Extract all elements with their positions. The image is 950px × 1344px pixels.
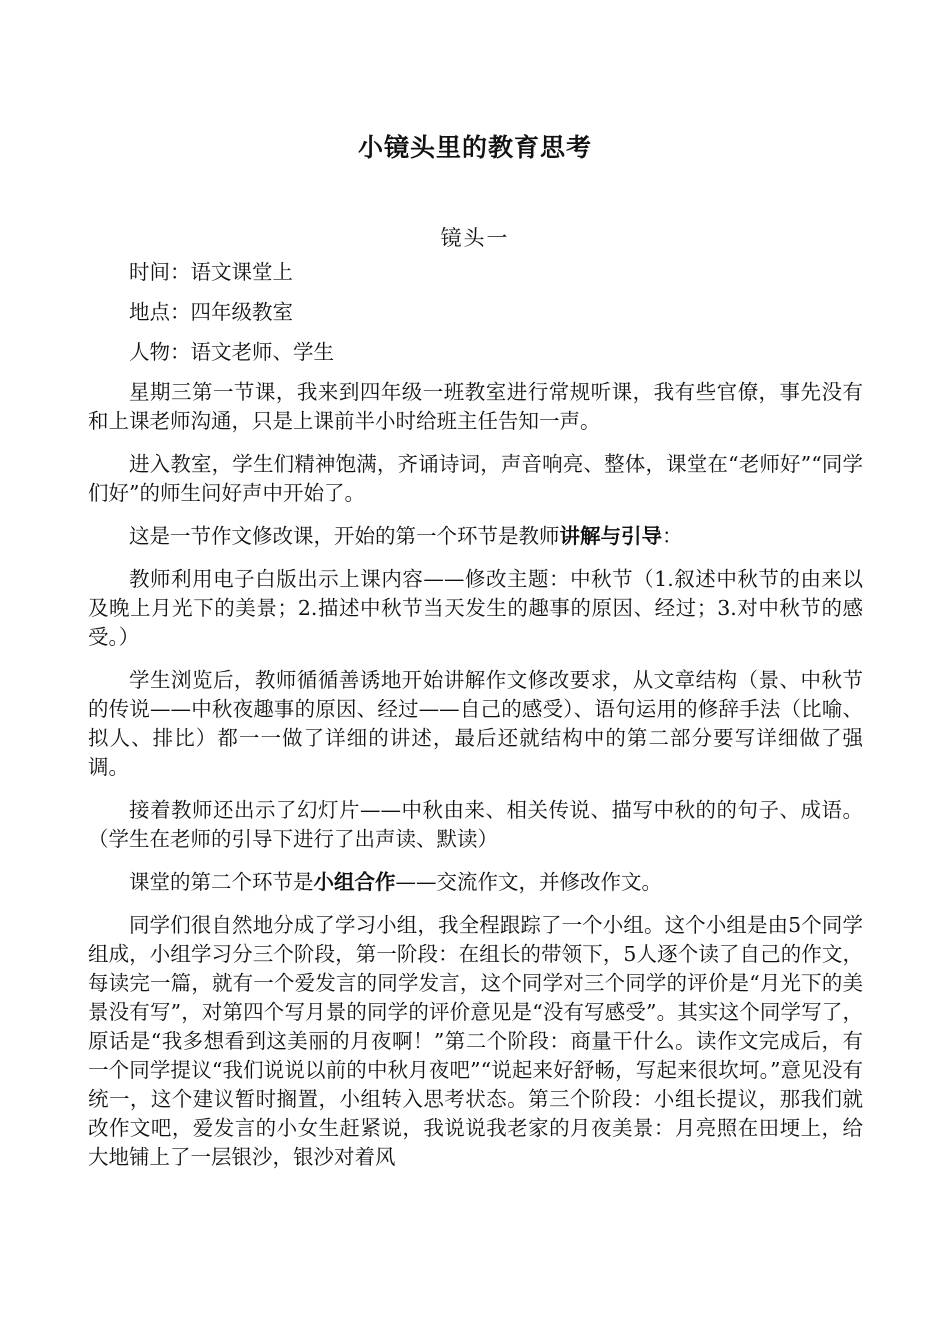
paragraph: 教师利用电子白版出示上课内容——修改主题：中秋节（1.叙述中秋节的由来以及晚上月光下的美景；2.描述中秋节当天发生的趣事的原因、经过；3.对中秋节的感受。） — [88, 567, 863, 649]
bold-phrase: 小组合作 — [313, 870, 396, 894]
paragraph-text: ——交流作文，并修改作文。 — [395, 870, 662, 894]
paragraph-text: 这是一节作文修改课，开始的第一个环节是教师 — [129, 524, 560, 548]
paragraph: 同学们很自然地分成了学习小组，我全程跟踪了一个小组。这个小组是由5个同学组成，小组学习分三个阶段，第一阶段：在组长的带领下，5人逐个读了自己的作文，每读完一篇，就有一个爱发言的同学发言，这个同学对三个同学的评价是“月光下的美景没有写”，对第四个写月景的同学的评价意见是“没有写感受”。其实这个同学写了，原话是“我多想看到这美丽的月夜啊！”第二个阶段：商量干什么。读作文完成后，有一个同学提议“我们说说以前的中秋月夜吧”“说起来好舒畅，写起来很坎坷。”意见没有统一，这个建议暂时搁置，小组转入思考状态。第三个阶段：小组长提议，那我们就改作文吧，爱发言的小女生赶紧说，我说说我老家的月夜美景：月亮照在田埂上，给大地铺上了一层银沙，银沙对着风 — [88, 913, 863, 1169]
paragraph-text: 课堂的第二个环节是 — [129, 870, 314, 894]
document-body — [88, 258, 863, 1186]
paragraph — [88, 868, 863, 897]
meta-place: 地点：四年级教室 — [129, 300, 293, 324]
meta-people: 人物：语文老师、学生 — [129, 340, 334, 364]
bold-phrase: 讲解与引导 — [559, 524, 662, 548]
paragraph: 星期三第一节课，我来到四年级一班教室进行常规听课，我有些官僚，事先没有和上课老师沟通，只是上课前半小时给班主任告知一声。 — [88, 380, 863, 433]
paragraph: 进入教室，学生们精神饱满，齐诵诗词，声音响亮、整体，课堂在“老师好”“同学们好”的师生问好声中开始了。 — [88, 452, 863, 505]
paragraph — [88, 522, 863, 551]
document-title: 小镜头里的教育思考 — [357, 133, 592, 162]
paragraph-text: ： — [662, 524, 683, 548]
paragraph: 接着教师还出示了幻灯片——中秋由来、相关传说、描写中秋的的句子、成语。（学生在老师的引导下进行了出声读、默读） — [88, 798, 863, 851]
paragraph: 学生浏览后，教师循循善诱地开始讲解作文修改要求，从文章结构（景、中秋节的传说——中秋夜趣事的原因、经过——自己的感受）、语句运用的修辞手法（比喻、拟人、排比）都一一做了详细的讲述，最后还就结构中的第二部分要写详细做了强调。 — [88, 668, 863, 779]
section-heading: 镜头一 — [440, 226, 510, 250]
meta-time: 时间：语文课堂上 — [129, 260, 293, 284]
